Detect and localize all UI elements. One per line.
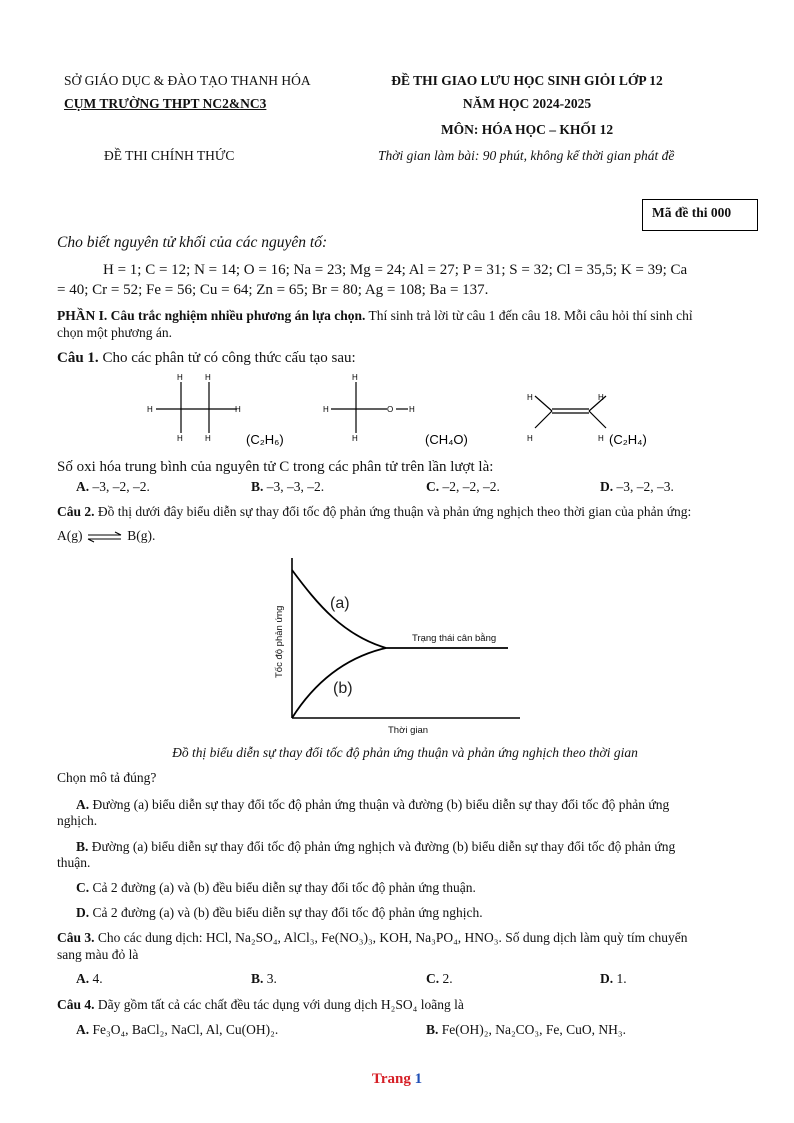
rate-time-chart xyxy=(268,550,538,740)
q2-option-b-cont: thuận. xyxy=(57,855,91,870)
question-2-text: Đồ thị dưới đây biểu diễn sự thay đổi tốc độ phản ứng thuận và phản ứng nghịch theo thời gian của phản ứng: xyxy=(94,504,692,519)
question-3-stem xyxy=(57,929,757,946)
part1-desc-2: chọn một phương án. xyxy=(57,325,172,340)
question-1-label: Câu 1. xyxy=(57,350,99,366)
svg-text:O: O xyxy=(387,405,394,414)
svg-text:H: H xyxy=(205,434,211,443)
curve-a-label: (a) xyxy=(330,595,350,612)
question-4-stem xyxy=(57,996,757,1013)
svg-text:H: H xyxy=(177,434,183,443)
exam-code-box: Mã đề thi 000 xyxy=(642,199,758,231)
q3-option-a[interactable]: A. 4. xyxy=(76,971,103,986)
equilibrium-label: Trạng thái cân bằng xyxy=(412,633,497,644)
question-4-label: Câu 4. xyxy=(57,997,95,1012)
q2-option-b[interactable]: B. Đường (a) biểu diễn sự thay đổi tốc độ phản ứng nghịch và đường (b) biểu diễn sự thay đổi tốc độ phản ứng xyxy=(76,839,676,854)
q1-option-c[interactable]: C. –2, –2, –2. xyxy=(426,479,500,494)
x-axis-label: Thời gian xyxy=(388,725,429,736)
q3-option-c[interactable]: C. 2. xyxy=(426,971,453,986)
svg-text:H: H xyxy=(598,393,604,402)
q1-option-a[interactable]: A. –3, –2, –2. xyxy=(76,479,150,494)
q4-option-a[interactable]: A. Fe₃O₄, BaCl₂, NaCl, Al, Cu(OH)₂. xyxy=(76,1022,279,1037)
equilibrium-arrows-icon xyxy=(86,531,124,543)
q3-option-d[interactable]: D. 1. xyxy=(600,971,627,986)
svg-text:H: H xyxy=(352,434,358,443)
question-2-label: Câu 2. xyxy=(57,504,95,519)
svg-text:H: H xyxy=(352,373,358,382)
svg-text:H: H xyxy=(527,393,533,402)
svg-text:H: H xyxy=(409,405,415,414)
school-year: NĂM HỌC 2024-2025 xyxy=(462,96,592,111)
svg-text:H: H xyxy=(598,434,604,443)
part1-desc: Thí sinh trả lời từ câu 1 đến câu 18. Mỗi câu hỏi thí sinh chỉ xyxy=(365,308,693,323)
y-axis-label: Tốc độ phản ứng xyxy=(274,605,285,678)
q2-option-a[interactable]: A. Đường (a) biểu diễn sự thay đổi tốc độ phản ứng thuận và đường (b) biểu diễn sự thay đổi tốc độ phản ứng xyxy=(76,797,670,812)
question-1-stem xyxy=(57,350,757,367)
question-3-text: Cho các dung dịch: HCl, Na₂SO₄, AlCl₃, Fe(NO₃)₃, KOH, Na₃PO₄, HNO₃. Số dung dịch làm quỳ tím chuyển xyxy=(94,930,688,945)
q2-option-d[interactable]: D. Cả 2 đường (a) và (b) đều biểu diễn sự thay đổi tốc độ phản ứng nghịch. xyxy=(76,905,483,920)
q3-option-b[interactable]: B. 3. xyxy=(251,971,277,986)
page-footer xyxy=(0,1071,794,1088)
page-word: Trang xyxy=(371,1071,411,1087)
atomic-mass-line-2: = 40; Cr = 52; Fe = 56; Cu = 64; Zn = 65; Br = 80; Ag = 108; Ba = 137. xyxy=(57,282,489,298)
svg-text:H: H xyxy=(205,373,211,382)
chart-caption: Đồ thị biểu diễn sự thay đổi tốc độ phản ứng thuận và phản ứng nghịch theo thời gian xyxy=(172,745,638,760)
svg-text:H: H xyxy=(527,434,533,443)
question-2-prompt: Chọn mô tả đúng? xyxy=(57,770,157,785)
question-3-label: Câu 3. xyxy=(57,930,95,945)
q1-option-b[interactable]: B. –3, –3, –2. xyxy=(251,479,325,494)
question-4-text: Dãy gồm tất cả các chất đều tác dụng với dung dịch H₂SO₄ loãng là xyxy=(94,997,464,1012)
structural-formulas xyxy=(140,368,680,452)
svg-text:H: H xyxy=(147,405,153,414)
atomic-mass-line-1: H = 1; C = 12; N = 14; O = 16; Na = 23; Mg = 24; Al = 27; P = 31; S = 32; Cl = 35,5; K = 39; Ca xyxy=(103,262,688,278)
question-2-stem xyxy=(57,503,757,520)
atomic-mass-title: Cho biết nguyên tử khối của các nguyên tố: xyxy=(57,234,328,251)
q2-option-a-cont: nghịch. xyxy=(57,813,98,828)
svg-text:H: H xyxy=(235,405,241,414)
q1-option-d[interactable]: D. –3, –2, –3. xyxy=(600,479,674,494)
reactant: A(g) xyxy=(57,528,83,543)
q2-option-c[interactable]: C. Cả 2 đường (a) và (b) đều biểu diễn sự thay đổi tốc độ phản ứng thuận. xyxy=(76,880,476,895)
part1-title: PHẦN I. Câu trắc nghiệm nhiều phương án lựa chọn. xyxy=(57,308,366,323)
question-1-question: Số oxi hóa trung bình của nguyên tử C trong các phân tử trên lần lượt là: xyxy=(57,459,494,475)
time-allowed: Thời gian làm bài: 90 phút, không kể thời gian phát đề xyxy=(378,148,675,163)
formula-ch4o: (CH₄O) xyxy=(425,432,468,447)
formula-c2h6: (C₂H₆) xyxy=(246,432,284,447)
svg-text:H: H xyxy=(323,405,329,414)
subject: MÔN: HÓA HỌC – KHỐI 12 xyxy=(440,122,614,137)
question-3-text-2: sang màu đỏ là xyxy=(57,947,139,962)
q4-option-b[interactable]: B. Fe(OH)₂, Na₂CO₃, Fe, CuO, NH₃. xyxy=(426,1022,626,1037)
school-cluster: CỤM TRƯỜNG THPT NC2&NC3 xyxy=(64,96,267,111)
exam-title: ĐỀ THI GIAO LƯU HỌC SINH GIỎI LỚP 12 xyxy=(391,73,663,88)
department-name: SỞ GIÁO DỤC & ĐÀO TẠO THANH HÓA xyxy=(64,73,311,88)
svg-text:H: H xyxy=(177,373,183,382)
reaction-equation xyxy=(57,528,155,544)
part1-instructions xyxy=(57,307,757,324)
product: B(g). xyxy=(127,528,156,543)
page-number: 1 xyxy=(414,1071,423,1087)
curve-b-label: (b) xyxy=(333,680,353,697)
question-1-text: Cho các phân tử có công thức cấu tạo sau: xyxy=(98,350,356,366)
official-label: ĐỀ THI CHÍNH THỨC xyxy=(104,148,235,163)
formula-c2h4: (C₂H₄) xyxy=(609,432,647,447)
